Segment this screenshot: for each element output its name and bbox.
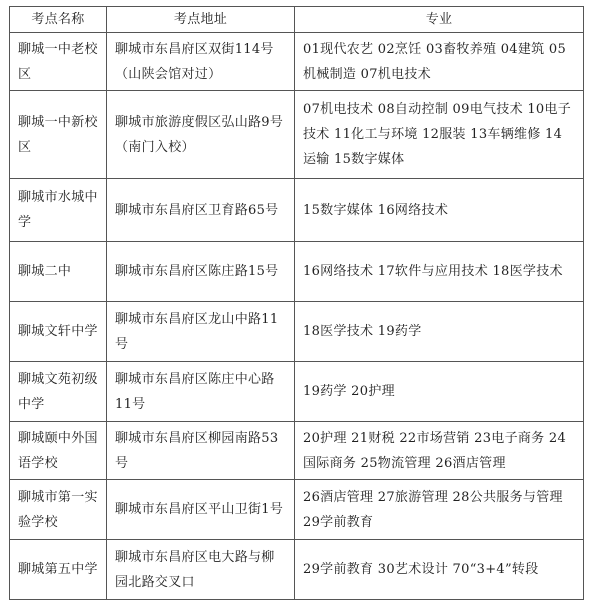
exam-site-table [9, 6, 584, 600]
majors-cell: 16网络技术 17软件与应用技术 18医学技术 [295, 242, 584, 302]
address-cell: 聊城市旅游度假区弘山路9号（南门入校） [107, 91, 295, 179]
majors-cell: 29学前教育 30艺术设计 70“3+4”转段 [295, 540, 584, 600]
header-site: 考点名称 [10, 7, 107, 33]
site-name-cell: 聊城颐中外国语学校 [10, 422, 107, 480]
address-cell: 聊城市东昌府区卫育路65号 [107, 179, 295, 242]
address-cell: 聊城市东昌府区平山卫街1号 [107, 480, 295, 540]
majors-cell: 19药学 20护理 [295, 362, 584, 422]
table-row [10, 362, 584, 422]
site-name-cell: 聊城第五中学 [10, 540, 107, 600]
address-cell: 聊城市东昌府区陈庄路15号 [107, 242, 295, 302]
majors-cell: 07机电技术 08自动控制 09电气技术 10电子技术 11化工与环境 12服装 13车辆维修 14运输 15数字媒体 [295, 91, 584, 179]
address-cell: 聊城市东昌府区龙山中路11号 [107, 302, 295, 362]
table-row [10, 540, 584, 600]
table-row [10, 91, 584, 179]
majors-cell: 20护理 21财税 22市场营销 23电子商务 24国际商务 25物流管理 26酒店管理 [295, 422, 584, 480]
site-name-cell: 聊城市第一实验学校 [10, 480, 107, 540]
site-name-cell: 聊城一中老校区 [10, 33, 107, 91]
table-row [10, 179, 584, 242]
address-cell: 聊城市东昌府区电大路与柳园北路交叉口 [107, 540, 295, 600]
majors-cell: 15数字媒体 16网络技术 [295, 179, 584, 242]
header-address: 考点地址 [107, 7, 295, 33]
table-row [10, 480, 584, 540]
site-name-cell: 聊城二中 [10, 242, 107, 302]
table-row [10, 33, 584, 91]
table-row [10, 422, 584, 480]
address-cell: 聊城市东昌府区陈庄中心路11号 [107, 362, 295, 422]
majors-cell: 18医学技术 19药学 [295, 302, 584, 362]
site-name-cell: 聊城文轩中学 [10, 302, 107, 362]
table-row [10, 242, 584, 302]
table-row [10, 302, 584, 362]
majors-cell: 26酒店管理 27旅游管理 28公共服务与管理 29学前教育 [295, 480, 584, 540]
header-row [10, 7, 584, 33]
site-name-cell: 聊城市水城中学 [10, 179, 107, 242]
address-cell: 聊城市东昌府区双街114号（山陕会馆对过） [107, 33, 295, 91]
majors-cell: 01现代农艺 02烹饪 03畜牧养殖 04建筑 05机械制造 07机电技术 [295, 33, 584, 91]
header-majors: 专业 [295, 7, 584, 33]
site-name-cell: 聊城一中新校区 [10, 91, 107, 179]
address-cell: 聊城市东昌府区柳园南路53号 [107, 422, 295, 480]
site-name-cell: 聊城文苑初级中学 [10, 362, 107, 422]
